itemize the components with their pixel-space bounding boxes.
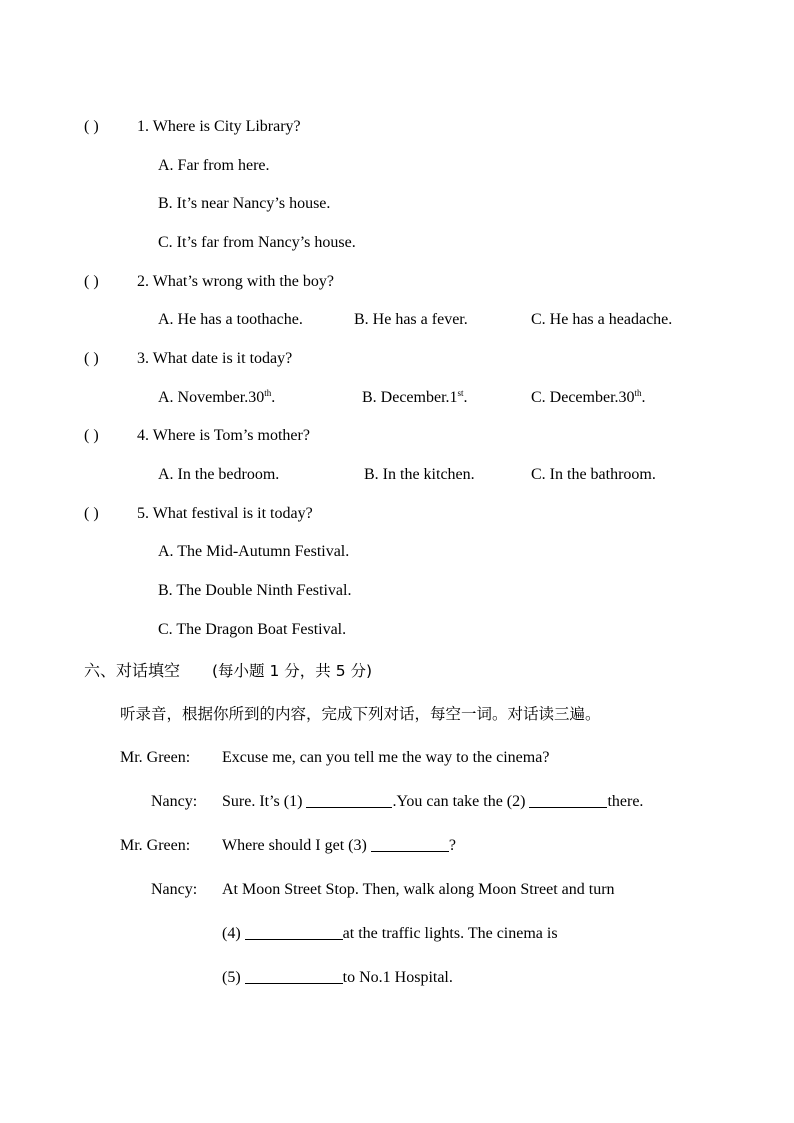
- option-3b-main: B. December.1: [362, 389, 458, 406]
- option-3c-suffix: th: [634, 388, 642, 398]
- blank-1[interactable]: [306, 793, 392, 808]
- section-6-title: 六、对话填空: [84, 661, 181, 680]
- blank-5[interactable]: [245, 969, 343, 984]
- option-3a-end: .: [271, 389, 276, 406]
- dialogue-line-5: [222, 924, 558, 944]
- option-1b: B. It’s near Nancy’s house.: [158, 195, 331, 212]
- blank-4[interactable]: [245, 925, 343, 940]
- option-1a: A. Far from here.: [158, 157, 270, 174]
- dialogue-line-1: Excuse me, can you tell me the way to the cinema?: [222, 749, 550, 766]
- answer-bracket[interactable]: ( ): [84, 118, 99, 135]
- option-5c: C. The Dragon Boat Festival.: [158, 621, 347, 638]
- dialogue-line-2: [222, 792, 643, 812]
- answer-bracket[interactable]: ( ): [84, 273, 99, 290]
- question-3-text: 3. What date is it today?: [137, 350, 293, 367]
- dialogue-line-6-end: to No.1 Hospital.: [342, 969, 453, 986]
- question-4-text: 4. Where is Tom’s mother?: [137, 427, 310, 444]
- blank-3[interactable]: [371, 837, 449, 852]
- option-3c-main: C. December.30: [531, 389, 635, 406]
- question-1-text: 1. Where is City Library?: [137, 118, 301, 135]
- option-5a: A. The Mid-Autumn Festival.: [158, 543, 350, 560]
- dialogue-line-2-end: there.: [607, 793, 644, 810]
- option-1c: C. It’s far from Nancy’s house.: [158, 234, 356, 251]
- answer-bracket[interactable]: ( ): [84, 505, 99, 522]
- option-3b-suffix: st: [457, 388, 464, 398]
- option-3c-end: .: [641, 389, 646, 406]
- option-3a-main: A. November.30: [158, 389, 265, 406]
- dialogue-line-3: [222, 836, 456, 856]
- option-3a-suffix: th: [264, 388, 272, 398]
- blank-2[interactable]: [529, 793, 607, 808]
- option-3a: [158, 388, 275, 408]
- speaker-nancy: Nancy:: [151, 793, 198, 810]
- dialogue-line-3-end: ?: [448, 837, 456, 854]
- option-4a: A. In the bedroom.: [158, 466, 280, 483]
- option-2a: A. He has a toothache.: [158, 311, 303, 328]
- dialogue-line-2-start: Sure. It’s (1): [222, 793, 307, 810]
- dialogue-line-2-mid: .You can take the (2): [392, 793, 530, 810]
- speaker-mr-green: Mr. Green:: [120, 749, 191, 766]
- dialogue-line-5-end: at the traffic lights. The cinema is: [342, 925, 558, 942]
- speaker-nancy: Nancy:: [151, 881, 198, 898]
- option-4c: C. In the bathroom.: [531, 466, 656, 483]
- dialogue-line-3-start: Where should I get (3): [222, 837, 371, 854]
- question-2-text: 2. What’s wrong with the boy?: [137, 273, 335, 290]
- option-2b: B. He has a fever.: [354, 311, 468, 328]
- section-6-instruction: 听录音，根据你所到的内容，完成下列对话，每空一词。对话读三遍。: [120, 705, 601, 723]
- dialogue-line-6-start: (5): [222, 969, 245, 986]
- option-3b: [362, 388, 468, 408]
- dialogue-line-6: [222, 968, 453, 988]
- option-5b: B. The Double Ninth Festival.: [158, 582, 352, 599]
- dialogue-line-4: At Moon Street Stop. Then, walk along Moon Street and turn: [222, 881, 615, 898]
- answer-bracket[interactable]: ( ): [84, 350, 99, 367]
- option-3c: [531, 388, 646, 408]
- speaker-mr-green: Mr. Green:: [120, 837, 191, 854]
- option-2c: C. He has a headache.: [531, 311, 673, 328]
- answer-bracket[interactable]: ( ): [84, 427, 99, 444]
- question-5-text: 5. What festival is it today?: [137, 505, 313, 522]
- section-6-score: (每小题 1 分，共 5 分): [212, 662, 373, 680]
- option-3b-end: .: [463, 389, 468, 406]
- option-4b: B. In the kitchen.: [364, 466, 475, 483]
- dialogue-line-5-start: (4): [222, 925, 245, 942]
